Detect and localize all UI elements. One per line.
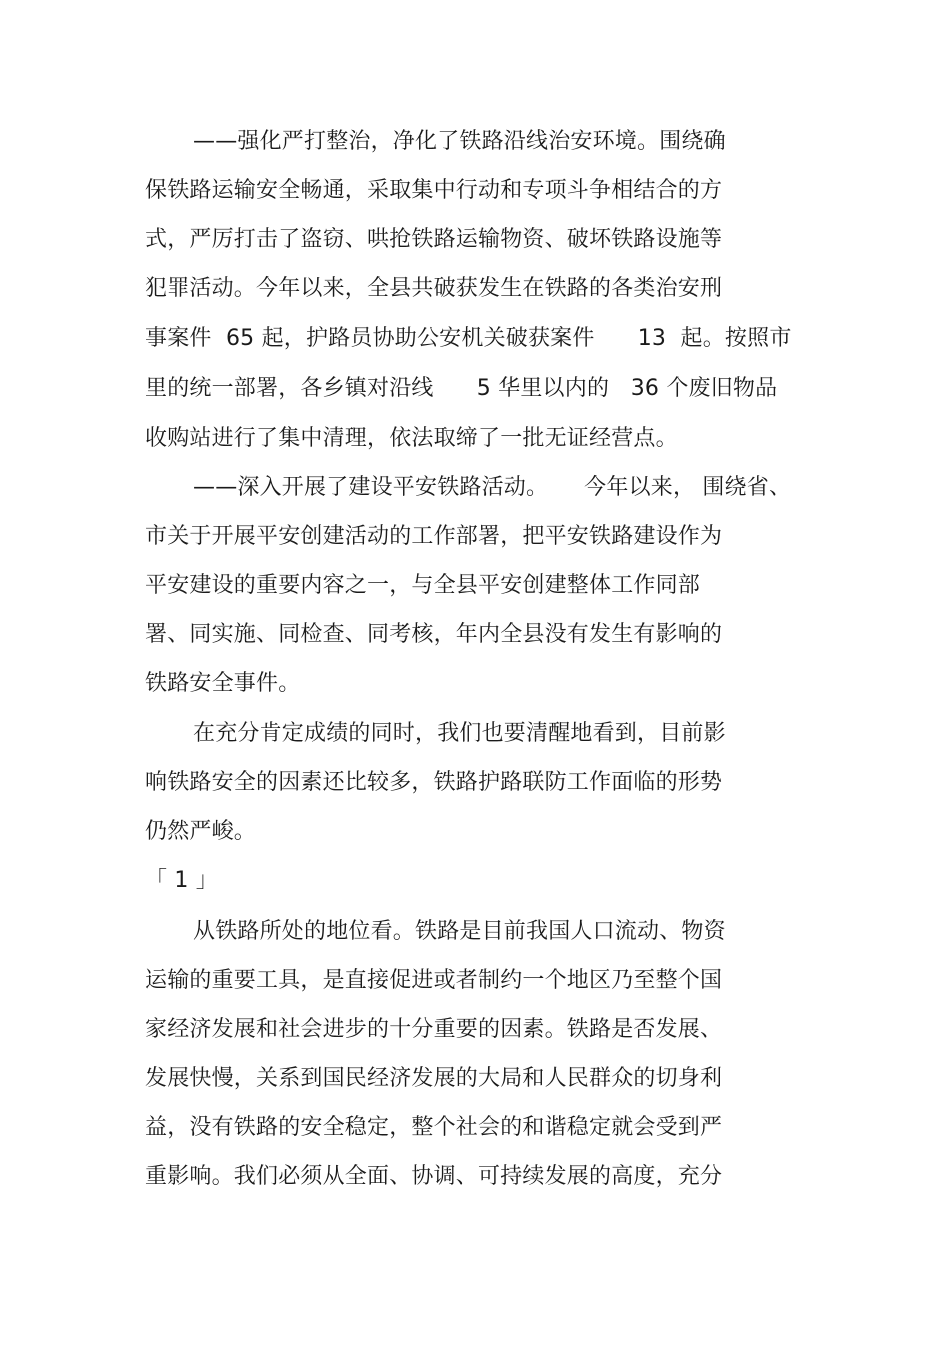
paragraph-line: 保铁路运输安全畅通，采取集中行动和专项斗争相结合的方: [145, 178, 723, 203]
paragraph-line: 署、同实施、同检查、同考核，年内全县没有发生有影响的: [145, 622, 723, 647]
paragraph-line: 运输的重要工具，是直接促进或者制约一个地区乃至整个国: [145, 968, 723, 993]
paragraph-line: 家经济发展和社会进步的十分重要的因素。铁路是否发展、: [145, 1017, 723, 1042]
paragraph-line: 仍然严峻。: [145, 819, 257, 844]
paragraph-line: 铁路安全事件。: [145, 671, 301, 696]
paragraph-line: 平安建设的重要内容之一，与全县平安创建整体工作同部: [145, 573, 701, 598]
paragraph-line: 重影响。我们必须从全面、协调、可持续发展的高度，充分: [145, 1164, 723, 1189]
paragraph-line: ——深入开展了建设平安铁路活动。 今年以来， 围绕省、: [193, 475, 792, 500]
paragraph-line: 响铁路安全的因素还比较多，铁路护路联防工作面临的形势: [145, 770, 723, 795]
paragraph-line: 里的统一部署，各乡镇对沿线 5 华里以内的 36 个废旧物品: [145, 376, 778, 401]
paragraph-line: ——强化严打整治，净化了铁路沿线治安环境。围绕确: [193, 129, 726, 154]
section-marker: 「 1 」: [145, 868, 218, 893]
paragraph-line: 市关于开展平安创建活动的工作部署，把平安铁路建设作为: [145, 524, 723, 549]
paragraph-line: 发展快慢，关系到国民经济发展的大局和人民群众的切身利: [145, 1066, 723, 1091]
paragraph-line: 在充分肯定成绩的同时，我们也要清醒地看到，目前影: [193, 721, 726, 746]
paragraph-line: 收购站进行了集中清理，依法取缔了一批无证经营点。: [145, 426, 678, 451]
paragraph-line: 从铁路所处的地位看。铁路是目前我国人口流动、物资: [193, 919, 726, 944]
paragraph-line: 事案件 65 起，护路员协助公安机关破获案件 13 起。按照市: [145, 326, 792, 351]
paragraph-line: 犯罪活动。今年以来，全县共破获发生在铁路的各类治安刑: [145, 276, 723, 301]
paragraph-line: 式，严厉打击了盗窃、哄抢铁路运输物资、破坏铁路设施等: [145, 227, 723, 252]
paragraph-line: 益，没有铁路的安全稳定，整个社会的和谐稳定就会受到严: [145, 1115, 723, 1140]
